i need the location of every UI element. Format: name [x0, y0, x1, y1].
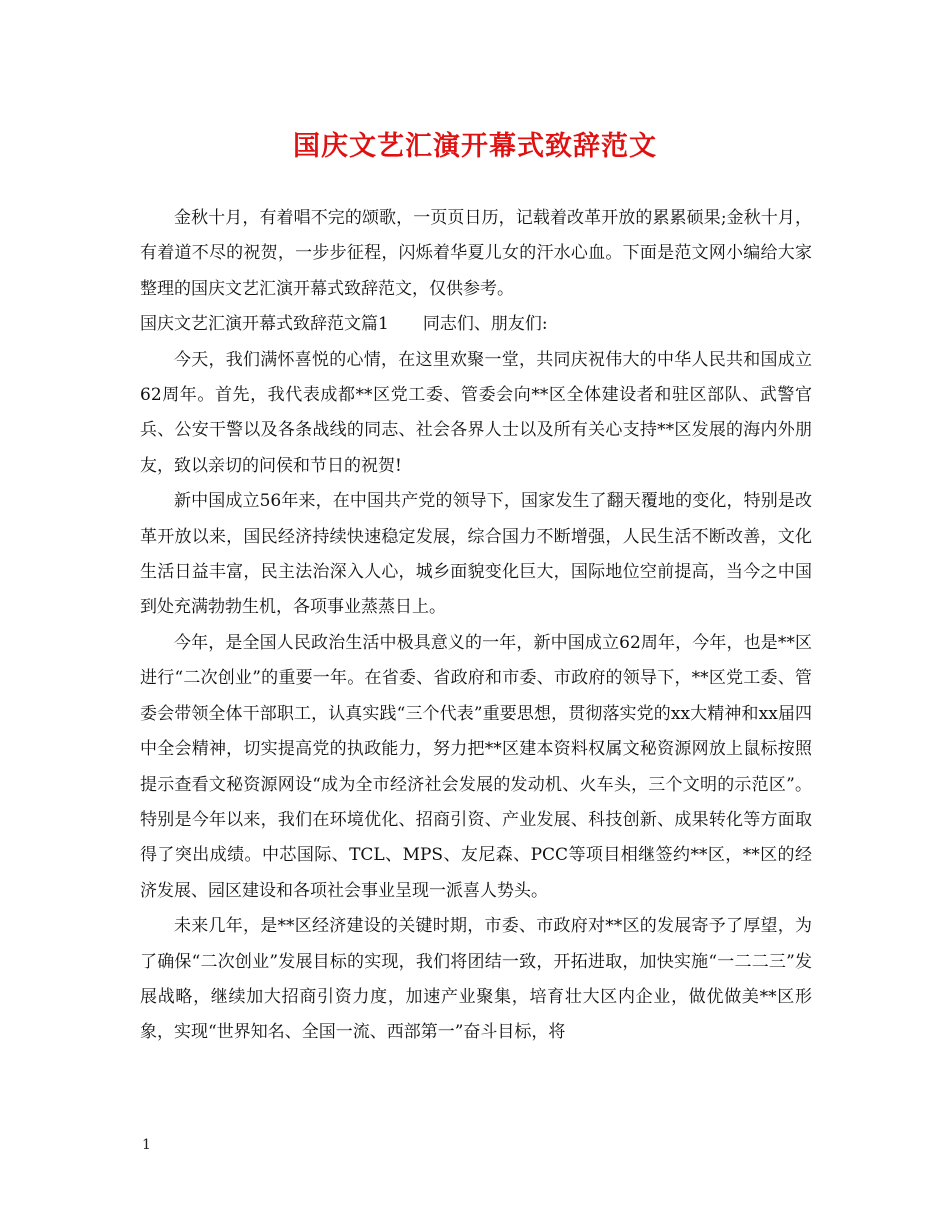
- document-title: 国庆文艺汇演开幕式致辞范文: [293, 131, 657, 162]
- intro-paragraph: 金秋十月，有着唱不完的颂歌，一页页日历，记载着改革开放的累累硕果;金秋十月，有着道不尽的祝贺，一步步征程，闪烁着华夏儿女的汗水心血。下面是范文网小编给大家整理的国庆文艺汇演开幕式致辞范文，仅供参考。: [140, 208, 812, 299]
- body-paragraph-2: 新中国成立56年来，在中国共产党的领导下，国家发生了翻天覆地的变化，特别是改革开放以来，国民经济持续快速稳定发展，综合国力不断增强，人民生活不断改善，文化生活日益丰富，民主法治深入人心，城乡面貌变化巨大，国际地位空前提高，当今之中国到处充满勃勃生机，各项事业蒸蒸日上。: [140, 491, 812, 618]
- body-paragraph-1: 今天，我们满怀喜悦的心情，在这里欢聚一堂，共同庆祝伟大的中华人民共和国成立62周年。首先，我代表成都**区党工委、管委会向**区全体建设者和驻区部队、武警官兵、公安干警以及各条战线的同志、社会各界人士以及所有关心支持**区发展的海内外朋友，致以亲切的问侯和节日的祝贺!: [140, 349, 812, 476]
- body-paragraph-3: 今年，是全国人民政治生活中极具意义的一年，新中国成立62周年，今年，也是**区进行“二次创业”的重要一年。在省委、省政府和市委、市政府的领导下，**区党工委、管委会带领全体干部职工，认真实践“三个代表”重要思想，贯彻落实党的xx大精神和xx届四中全会精神，切实提高党的执政能力，努力把**区建本资料权属文秘资源网放上鼠标按照提示查看文秘资源网设“成为全市经济社会发展的发动机、火车头，三个文明的示范区”。特别是今年以来，我们在环境优化、招商引资、产业发展、科技创新、成果转化等方面取得了突出成绩。中芯国际、TCL、MPS、友尼森、PCC等项目相继签约**区，**区的经济发展、园区建设和各项社会事业呈现一派喜人势头。: [140, 632, 812, 901]
- page-number: 1: [142, 1137, 151, 1153]
- salutation: 同志们、朋友们:: [422, 314, 548, 335]
- body-paragraph-4: 未来几年，是**区经济建设的关键时期，市委、市政府对**区的发展寄予了厚望，为了确保“二次创业”发展目标的实现，我们将团结一致，开拓进取，加快实施“一二二三”发展战略，继续加大招商引资力度，加速产业聚集，培育壮大区内企业，做优做美**区形象，实现“世界知名、全国一流、西部第一”奋斗目标，将: [140, 916, 812, 1043]
- section-heading: 国庆文艺汇演开幕式致辞范文篇1: [140, 314, 389, 335]
- section-heading-line: [140, 307, 812, 342]
- document-body: [140, 201, 812, 1051]
